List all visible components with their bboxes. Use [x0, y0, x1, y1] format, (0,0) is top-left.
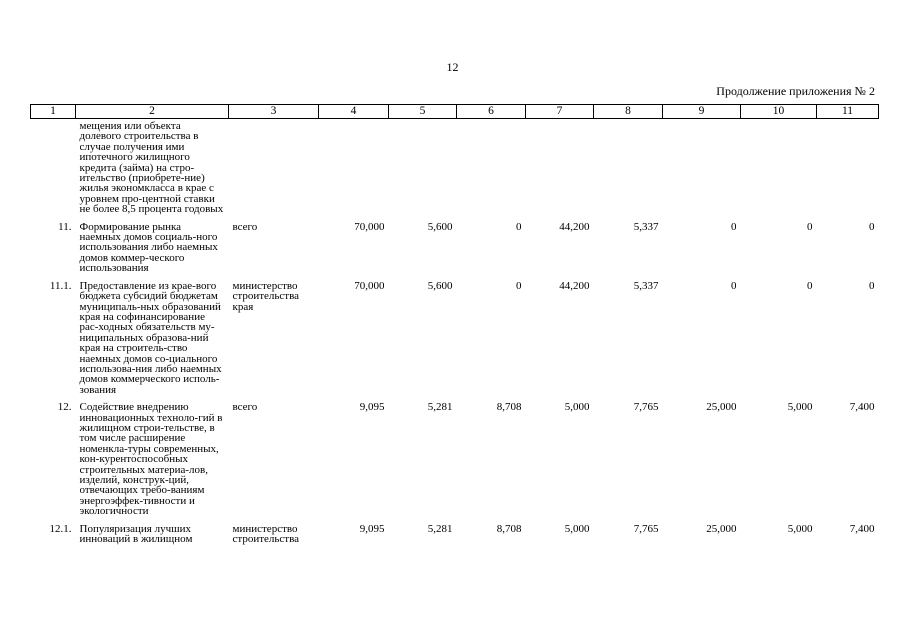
table-row [31, 274, 879, 395]
column-header: 5 [389, 105, 457, 119]
row-description: Формирование рынка наемных домов социаль-ного использования либо наемных домов коммер-ческого использования [79, 220, 218, 275]
row-number: 12. [57, 401, 72, 414]
row-number: 12.1. [49, 522, 72, 535]
value-cell: 7,765 [633, 522, 659, 535]
value-cell: 0 [869, 220, 875, 233]
column-header: 6 [457, 105, 526, 119]
value-cell: 25,000 [706, 522, 737, 535]
row-executor: министерство строительства [232, 522, 300, 546]
value-cell: 7,765 [633, 401, 659, 414]
column-header: 9 [663, 105, 741, 119]
row-description: Популяризация лучших инноваций в жилищном [79, 522, 193, 546]
value-cell: 5,337 [633, 279, 659, 292]
value-cell: 44,200 [559, 220, 590, 233]
value-cell: 8,708 [496, 401, 522, 414]
value-cell: 5,281 [427, 401, 453, 414]
value-cell: 9,095 [359, 522, 385, 535]
column-header: 4 [319, 105, 389, 119]
program-table [30, 104, 879, 544]
value-cell: 0 [516, 279, 522, 292]
value-cell: 0 [807, 279, 813, 292]
table-row [31, 119, 879, 215]
value-cell: 5,000 [787, 401, 813, 414]
value-cell: 5,000 [787, 522, 813, 535]
table-row [31, 517, 879, 545]
value-cell: 5,281 [427, 522, 453, 535]
value-cell: 70,000 [354, 279, 385, 292]
value-cell: 5,000 [564, 401, 590, 414]
row-description: Предоставление из крае-вого бюджета субсидий бюджетам муниципаль-ных образований края на софинансирование рас-ходных обязательств му-ниципальных образова-ний края на строитель-ство наемных домов со-циального использова-ния либо наемных домов коммерческого исполь-зования [79, 279, 222, 396]
value-cell: 25,000 [706, 401, 737, 414]
column-header: 2 [76, 105, 229, 119]
value-cell: 5,000 [564, 522, 590, 535]
column-header: 11 [817, 105, 879, 119]
row-description: мещения или объекта долевого строительства в случае получения ими ипотечного жилищного кредита (займа) на стро-ительство (приобрете-ние) жилья экономкласса в крае с уровнем про-центной ставки не более 8,5 процента годовых [79, 120, 224, 216]
value-cell: 8,708 [496, 522, 522, 535]
continuation-label: Продолжение приложения № 2 [716, 84, 875, 98]
column-header-row [31, 105, 879, 119]
row-number: 11. [58, 220, 72, 233]
row-executor: всего [232, 401, 258, 414]
row-number: 11.1. [49, 279, 72, 292]
value-cell: 0 [516, 220, 522, 233]
column-header: 10 [741, 105, 817, 119]
row-description: Содействие внедрению инновационных техноло-гий в жилищном строи-тельстве, в том числе расширение номенкла-туры современных, кон-курентоспособных строительных материа-лов, изделий, конструк-ций, отвечающих требо-ваниям энергоэффек-тивности и экологичности [79, 401, 223, 518]
value-cell: 7,400 [849, 401, 875, 414]
column-header: 7 [526, 105, 594, 119]
table-row [31, 215, 879, 274]
column-header: 8 [594, 105, 663, 119]
value-cell: 0 [807, 220, 813, 233]
value-cell: 0 [731, 279, 737, 292]
value-cell: 70,000 [354, 220, 385, 233]
value-cell: 0 [731, 220, 737, 233]
table-row [31, 395, 879, 516]
value-cell: 7,400 [849, 522, 875, 535]
value-cell: 5,600 [427, 220, 453, 233]
row-executor: всего [232, 220, 258, 233]
row-executor: министерство строительства края [232, 279, 300, 313]
value-cell: 9,095 [359, 401, 385, 414]
value-cell: 5,600 [427, 279, 453, 292]
column-header: 1 [31, 105, 76, 119]
column-header: 3 [229, 105, 319, 119]
value-cell: 44,200 [559, 279, 590, 292]
value-cell: 0 [869, 279, 875, 292]
page-number: 12 [446, 60, 459, 74]
value-cell: 5,337 [633, 220, 659, 233]
